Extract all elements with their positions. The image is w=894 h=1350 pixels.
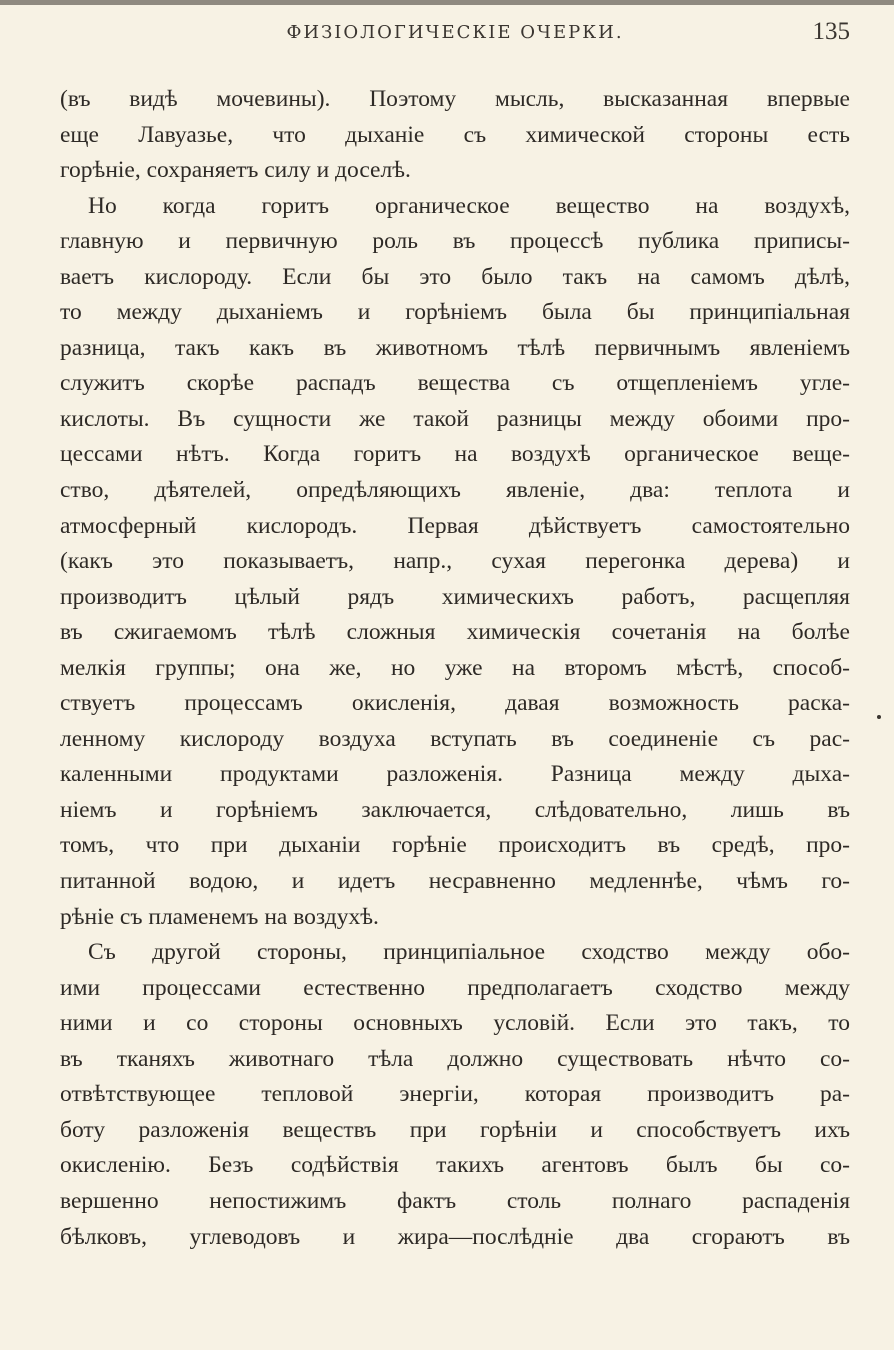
text-line: ніемъ и горѣніемъ заключается, слѣдовательно, лишь въ [60,796,850,823]
page-number: 135 [812,18,850,45]
text-line: боту разложенія веществъ при горѣніи и способствуетъ ихъ [60,1116,850,1143]
text-line: то между дыханіемъ и горѣніемъ была бы принципіальная [60,299,850,326]
text-line: отвѣтствующее тепловой энергіи, которая производитъ ра- [60,1081,850,1108]
print-speck [877,715,881,719]
text-line: каленными продуктами разложенія. Разница между дыха- [60,761,850,788]
text-line: въ сжигаемомъ тѣлѣ сложныя химическія сочетанія на болѣе [60,619,850,646]
text-line: мелкія группы; она же, но уже на второмъ мѣстѣ, способ- [60,654,850,681]
page-header [60,18,850,52]
text-line: ленному кислороду воздуха вступать въ соединеніе съ рас- [60,725,850,752]
text-line: ство, дѣятелей, опредѣляющихъ явленіе, два: теплота и [60,477,850,504]
text-line: еще Лавуазье, что дыханіе съ химической стороны есть [60,121,850,148]
text-line: ваетъ кислороду. Если бы это было такъ на самомъ дѣлѣ, [60,263,850,290]
text-line: ими процессами естественно предполагаетъ сходство между [60,974,850,1001]
text-line: рѣніе съ пламенемъ на воздухѣ. [60,903,379,930]
paragraph-start-line: Съ другой стороны, принципіальное сходство между обо- [88,939,850,966]
text-line: (въ видѣ мочевины). Поэтому мысль, высказанная впервые [60,86,850,112]
text-line: томъ, что при дыханіи горѣніе происходитъ въ средѣ, про- [60,832,850,859]
text-line: разница, такъ какъ въ животномъ тѣлѣ первичнымъ явленіемъ [60,334,850,361]
top-rule [0,0,894,5]
text-line: главную и первичную роль въ процессѣ публика приписы- [60,228,850,255]
text-line: производитъ цѣлый рядъ химическихъ работъ, расщепляя [60,583,850,610]
text-line: (какъ это показываетъ, напр., сухая перегонка дерева) и [60,548,850,575]
running-title: ФИЗІОЛОГИЧЕСКІЕ ОЧЕРКИ. [286,22,624,43]
text-line: кислоты. Въ сущности же такой разницы между обоими про- [60,405,850,432]
text-line: горѣніе, сохраняетъ силу и доселѣ. [60,157,411,184]
text-line: окисленію. Безъ содѣйствія такихъ агентовъ былъ бы со- [60,1152,850,1179]
body-text [60,82,850,1255]
text-line: цессами нѣтъ. Когда горитъ на воздухѣ органическое веще- [60,441,850,468]
paragraph-start-line: Но когда горитъ органическое вещество на воздухѣ, [88,192,850,219]
text-line: ними и со стороны основныхъ условій. Если это такъ, то [60,1010,850,1037]
text-line: ствуетъ процессамъ окисленія, давая возможность раска- [60,690,850,717]
text-line: служитъ скорѣе распадъ вещества съ отщепленіемъ угле- [60,370,850,397]
text-line: питанной водою, и идетъ несравненно медленнѣе, чѣмъ го- [60,868,850,895]
text-line: атмосферный кислородъ. Первая дѣйствуетъ самостоятельно [60,512,850,539]
text-line: въ тканяхъ животнаго тѣла должно существовать нѣчто со- [60,1045,850,1072]
text-line: вершенно непостижимъ фактъ столь полнаго распаденія [60,1187,850,1214]
text-line: бѣлковъ, углеводовъ и жира—послѣдніе два сгораютъ въ [60,1223,850,1250]
